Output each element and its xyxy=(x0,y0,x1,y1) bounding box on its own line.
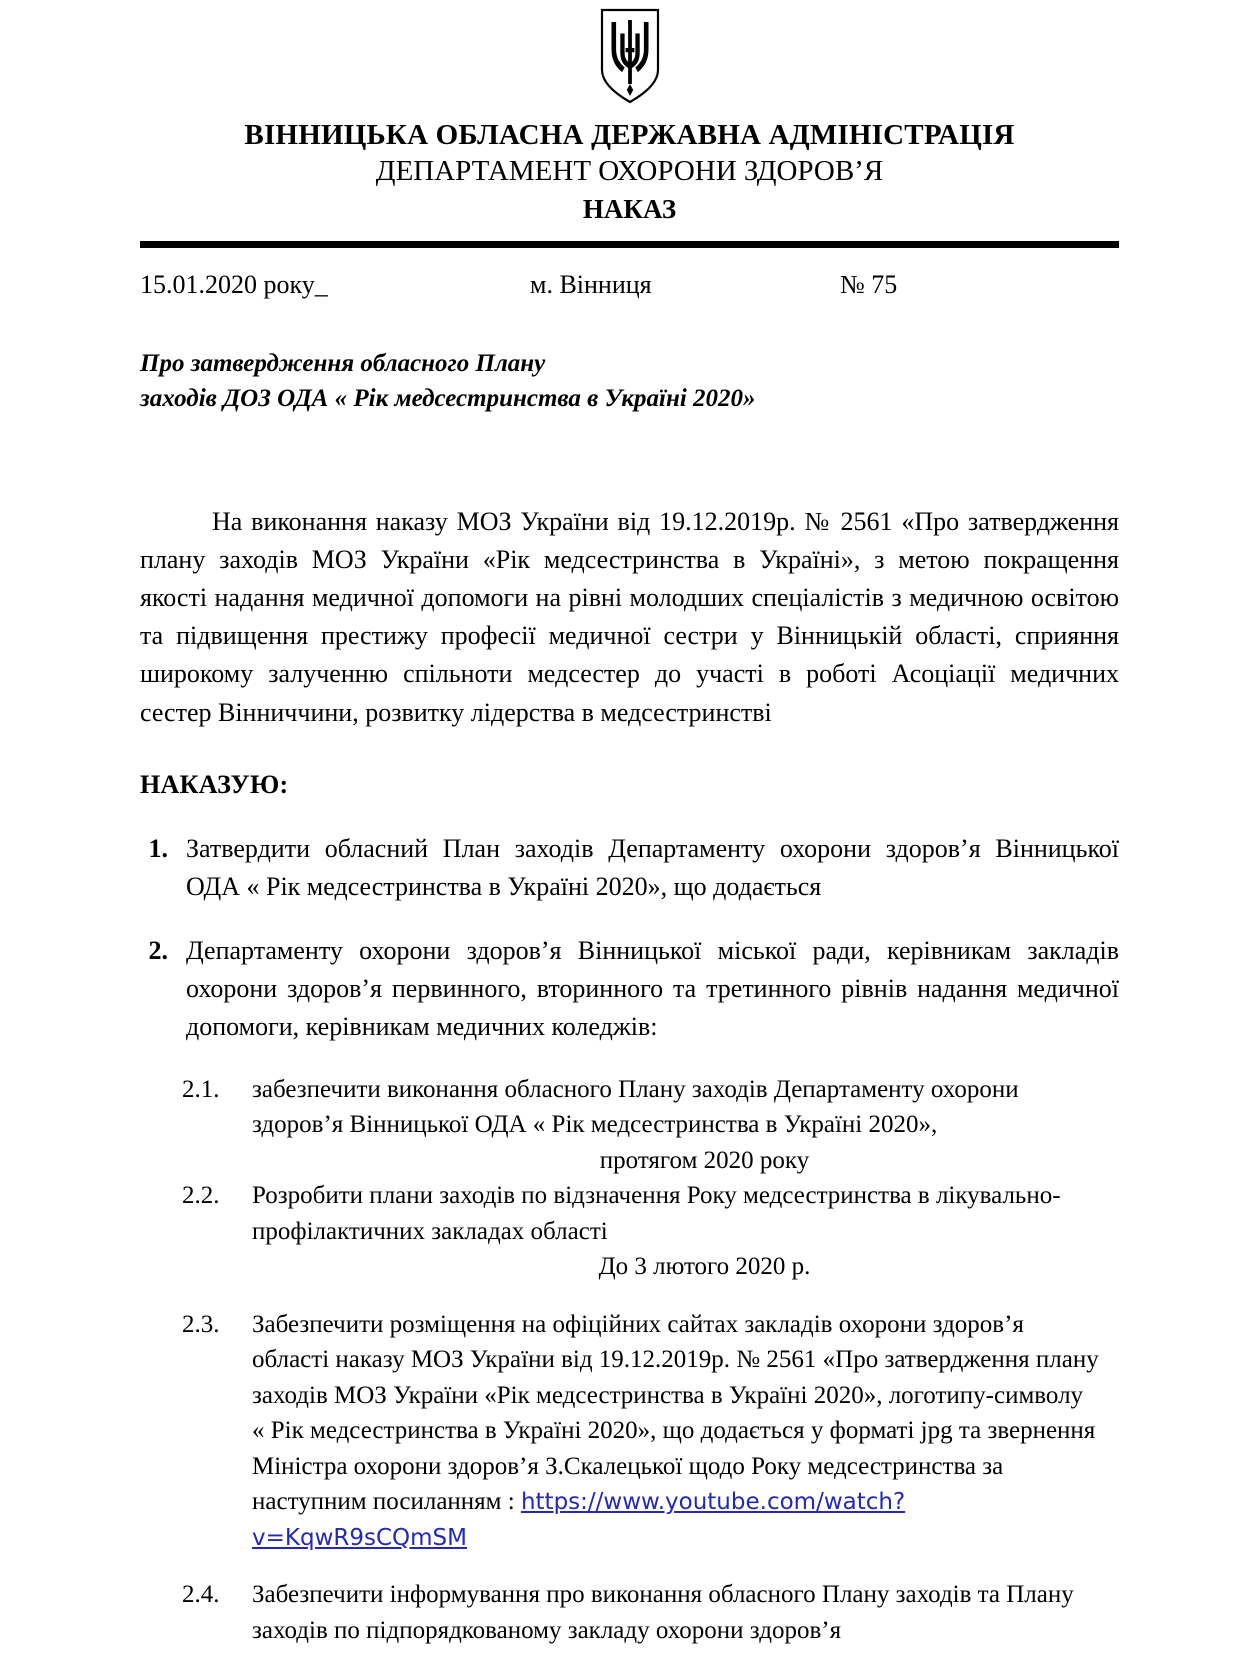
document-meta-row xyxy=(140,270,1119,300)
document-type-title: НАКАЗ xyxy=(582,193,677,224)
document-number: № 75 xyxy=(840,269,898,299)
item-number: 1. xyxy=(148,833,168,863)
item-text: Затвердити обласний План заходів Департаменту охорони здоров’я Вінницької ОДА « Рік медсестринства в Україні 2020», що додається xyxy=(186,833,1119,901)
list-item xyxy=(140,932,1119,1046)
order-keyword: НАКАЗУЮ: xyxy=(140,769,289,799)
item-text: Департаменту охорони здоров’я Вінницької міської ради, керівникам закладів охорони здоров’я первинного, вторинного та третинного рівнів надання медичної допомоги, керівникам медичних коледжів: xyxy=(186,935,1119,1041)
coat-of-arms-container xyxy=(140,0,1119,104)
subitem-text-body: Забезпечити розміщення на офіційних сайтах закладів охорони здоров’я області наказу МОЗ України від 19.12.2019р. № 2561 «Про затвердження плану заходів МОЗ України «Рік медсестринства в Україні 2020», логотипу-символу « Рік медсестринства в Україні 2020», що додається у форматі jpg та звернення Міністра охорони здоров’я З.Скалецької щодо Року медсестринства за наступним посиланням : xyxy=(252,1310,1099,1516)
sub-list-item xyxy=(140,1577,1119,1648)
administration-name: ВІННИЦЬКА ОБЛАСНА ДЕРЖАВНА АДМІНІСТРАЦІЯ xyxy=(244,119,1015,151)
document-subject xyxy=(140,346,1119,417)
subitem-text xyxy=(252,1307,1119,1556)
subitem-text: Забезпечити інформування про виконання обласного Плану заходів та Плану заходів по підпорядкованому закладу охорони здоров’я xyxy=(252,1581,1074,1644)
subject-line-1: Про затвердження обласного Плану xyxy=(140,349,546,377)
document-date: 15.01.2020 року_ xyxy=(140,269,328,299)
youtube-link[interactable]: https://www.youtube.com/watch?v=KqwR9sCQmSM xyxy=(252,1489,906,1551)
sub-list-item xyxy=(140,1072,1119,1143)
organization-header xyxy=(140,118,1119,225)
item-number: 2. xyxy=(148,935,168,965)
subitem-text: забезпечити виконання обласного Плану заходів Департаменту охорони здоров’я Вінницької ОДА « Рік медсестринства в Україні 2020», xyxy=(252,1075,1019,1139)
department-name: ДЕПАРТАМЕНТ ОХОРОНИ ЗДОРОВ’Я xyxy=(375,155,884,188)
sub-items-list xyxy=(140,1072,1119,1649)
subitem-number: 2.4. xyxy=(182,1581,220,1609)
subitem-number: 2.1. xyxy=(182,1075,220,1103)
ukrainian-trident-icon xyxy=(599,8,661,104)
preamble-paragraph: На виконання наказу МОЗ України від 19.12.2019р. № 2561 «Про затвердження плану заходів МОЗ України «Рік медсестринства в Україні», з метою покращення якості надання медичної допомоги на рівні молодших спеціалістів з медичною освітою та підвищення престижу професії медичної сестри у Вінницькій області, сприяння широкому залученню спільноти медсестер до участі в роботі Асоціації медичних сестер Вінниччини, розвитку лідерства в медсестринстві xyxy=(140,506,1119,727)
subitem-deadline: До 3 лютого 2020 р. xyxy=(598,1253,811,1281)
header-divider-rule xyxy=(140,241,1119,248)
ordered-items-list xyxy=(140,830,1119,1648)
subitem-number: 2.3. xyxy=(182,1310,220,1338)
subject-line-2: заходів ДОЗ ОДА « Рік медсестринства в Україні 2020» xyxy=(140,385,756,413)
subitem-deadline: протягом 2020 року xyxy=(599,1146,810,1174)
sub-list-item xyxy=(140,1178,1119,1249)
subitem-number: 2.2. xyxy=(182,1182,220,1210)
subitem-text: Розробити плани заходів по відзначення Року медсестринства в лікувально-профілактичних закладах області xyxy=(252,1182,1061,1245)
document-city: м. Вінниця xyxy=(530,269,652,299)
list-item xyxy=(140,830,1119,906)
sub-list-item xyxy=(140,1307,1119,1556)
